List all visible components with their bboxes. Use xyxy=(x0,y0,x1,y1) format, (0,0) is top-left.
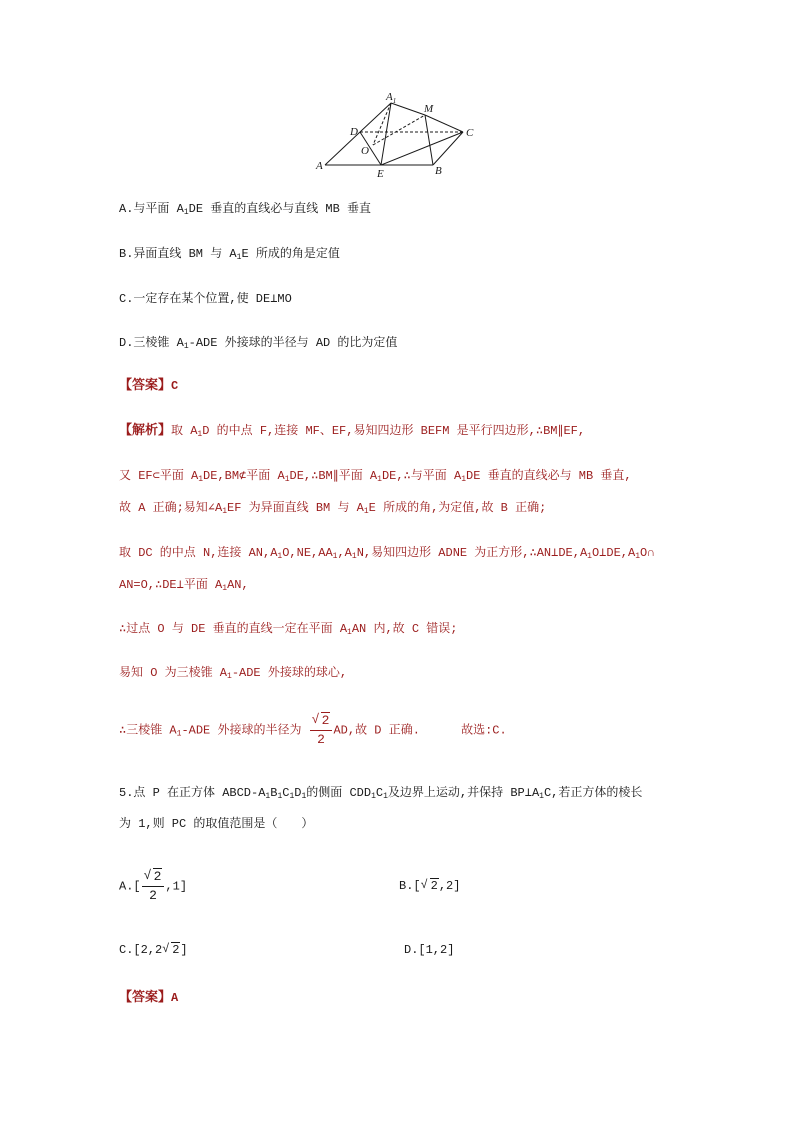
edge-A1E xyxy=(381,103,391,165)
edge-DA1 xyxy=(360,103,391,132)
analysis-line-7: 易知 O 为三棱锥 $A_1$-ADE 外接球的球心, xyxy=(119,666,348,681)
analysis-line-4: 取 DC 的中点 N,连接 $AN,A_1O,NE,AA_1,A_1N$,易知四边形 ADNE 为正方形$,\therefore AN\perp DE,A_1O\perp DE,A_1O\cap$ xyxy=(119,546,655,561)
analysis-line-2: 又 EF⊂平面 $A_1DE,BM⊄$平面 $A_1DE,\therefore BM\parallel$平面 $A_1DE,\therefore$与平面 $A_1DE$ 垂直的直线必与 MB 垂直, xyxy=(119,469,632,484)
q5-option-c: C.[2,2√ 2] xyxy=(119,941,188,959)
edge-A1O-dashed xyxy=(373,103,391,145)
label-M: M xyxy=(424,103,434,115)
edge-EC xyxy=(381,132,463,165)
label-D: D xyxy=(350,126,358,138)
analysis-line-1: 【解析】取 $A_1D$ 的中点 F,连接 MF、EF,易知四边形 BEFM 是平行四边形,∴BM∥EF, xyxy=(119,423,586,439)
q5-answer: 【答案】A xyxy=(119,990,179,1005)
q5-option-a: A.[ √ $\frac{2}{2}$ ,1] xyxy=(119,868,187,905)
q4-option-c: C.一定存在某个位置,使 DE⊥MO xyxy=(119,292,292,306)
fraction-sqrt2-over-2: √ $\frac{2}{2}$ xyxy=(142,868,165,905)
q4-answer: 【答案】C xyxy=(119,378,179,393)
label-B: B xyxy=(435,165,442,177)
q4-option-a: A.与平面 $A_1DE$ 垂直的直线必与直线 MB 垂直 xyxy=(119,202,372,217)
label-C: C xyxy=(466,127,474,139)
q5-stem-line-1: 5.点 P 在正方体 ABCD-$A_1B_1C_1D_1$的侧面 $CDD_1C_1$及边界上运动,并保持 $BP\perp A_1C$,若正方体的棱长 xyxy=(119,786,643,801)
edge-MB xyxy=(425,115,433,165)
edge-MC xyxy=(425,115,463,132)
geometry-figure xyxy=(315,90,485,180)
analysis-line-6: ∴过点 O 与 DE 垂直的直线一定在平面 $A_1AN$ 内,故 C 错误; xyxy=(119,622,458,637)
label-A: A xyxy=(316,160,323,172)
label-E: E xyxy=(377,168,384,180)
q5-stem-line-2: 为 1,则 PC 的取值范围是（ ） xyxy=(119,817,314,831)
edge-BC xyxy=(433,132,463,165)
q4-option-b: B.异面直线 BM 与 $A_1E$ 所成的角是定值 xyxy=(119,247,340,262)
analysis-line-5: AN=O,∴DE⊥平面 $A_1AN$, xyxy=(119,578,249,593)
label-A1: $A_1$ xyxy=(386,91,397,105)
q4-option-d: D.三棱锥 $A_1$-ADE 外接球的半径与 AD 的比为定值 xyxy=(119,336,398,351)
label-O: O xyxy=(361,145,369,157)
edge-OM-dashed xyxy=(373,115,425,145)
q5-option-d: D.[1,2] xyxy=(404,943,455,957)
analysis-line-8: ∴三棱锥 $A_1$-ADE 外接球的半径为 √ $\frac{2}{2}$ AD,故 D 正确. 故选:C. xyxy=(119,712,507,749)
q5-option-b: B.[√ 2,2] xyxy=(399,877,460,895)
analysis-line-3: 故 A 正确;易知$\angle A_1EF$ 为异面直线 BM 与 $A_1E$ 所成的角,为定值,故 B 正确; xyxy=(119,501,547,516)
fraction-sqrt2-over-2: √ $\frac{2}{2}$ xyxy=(310,712,333,749)
